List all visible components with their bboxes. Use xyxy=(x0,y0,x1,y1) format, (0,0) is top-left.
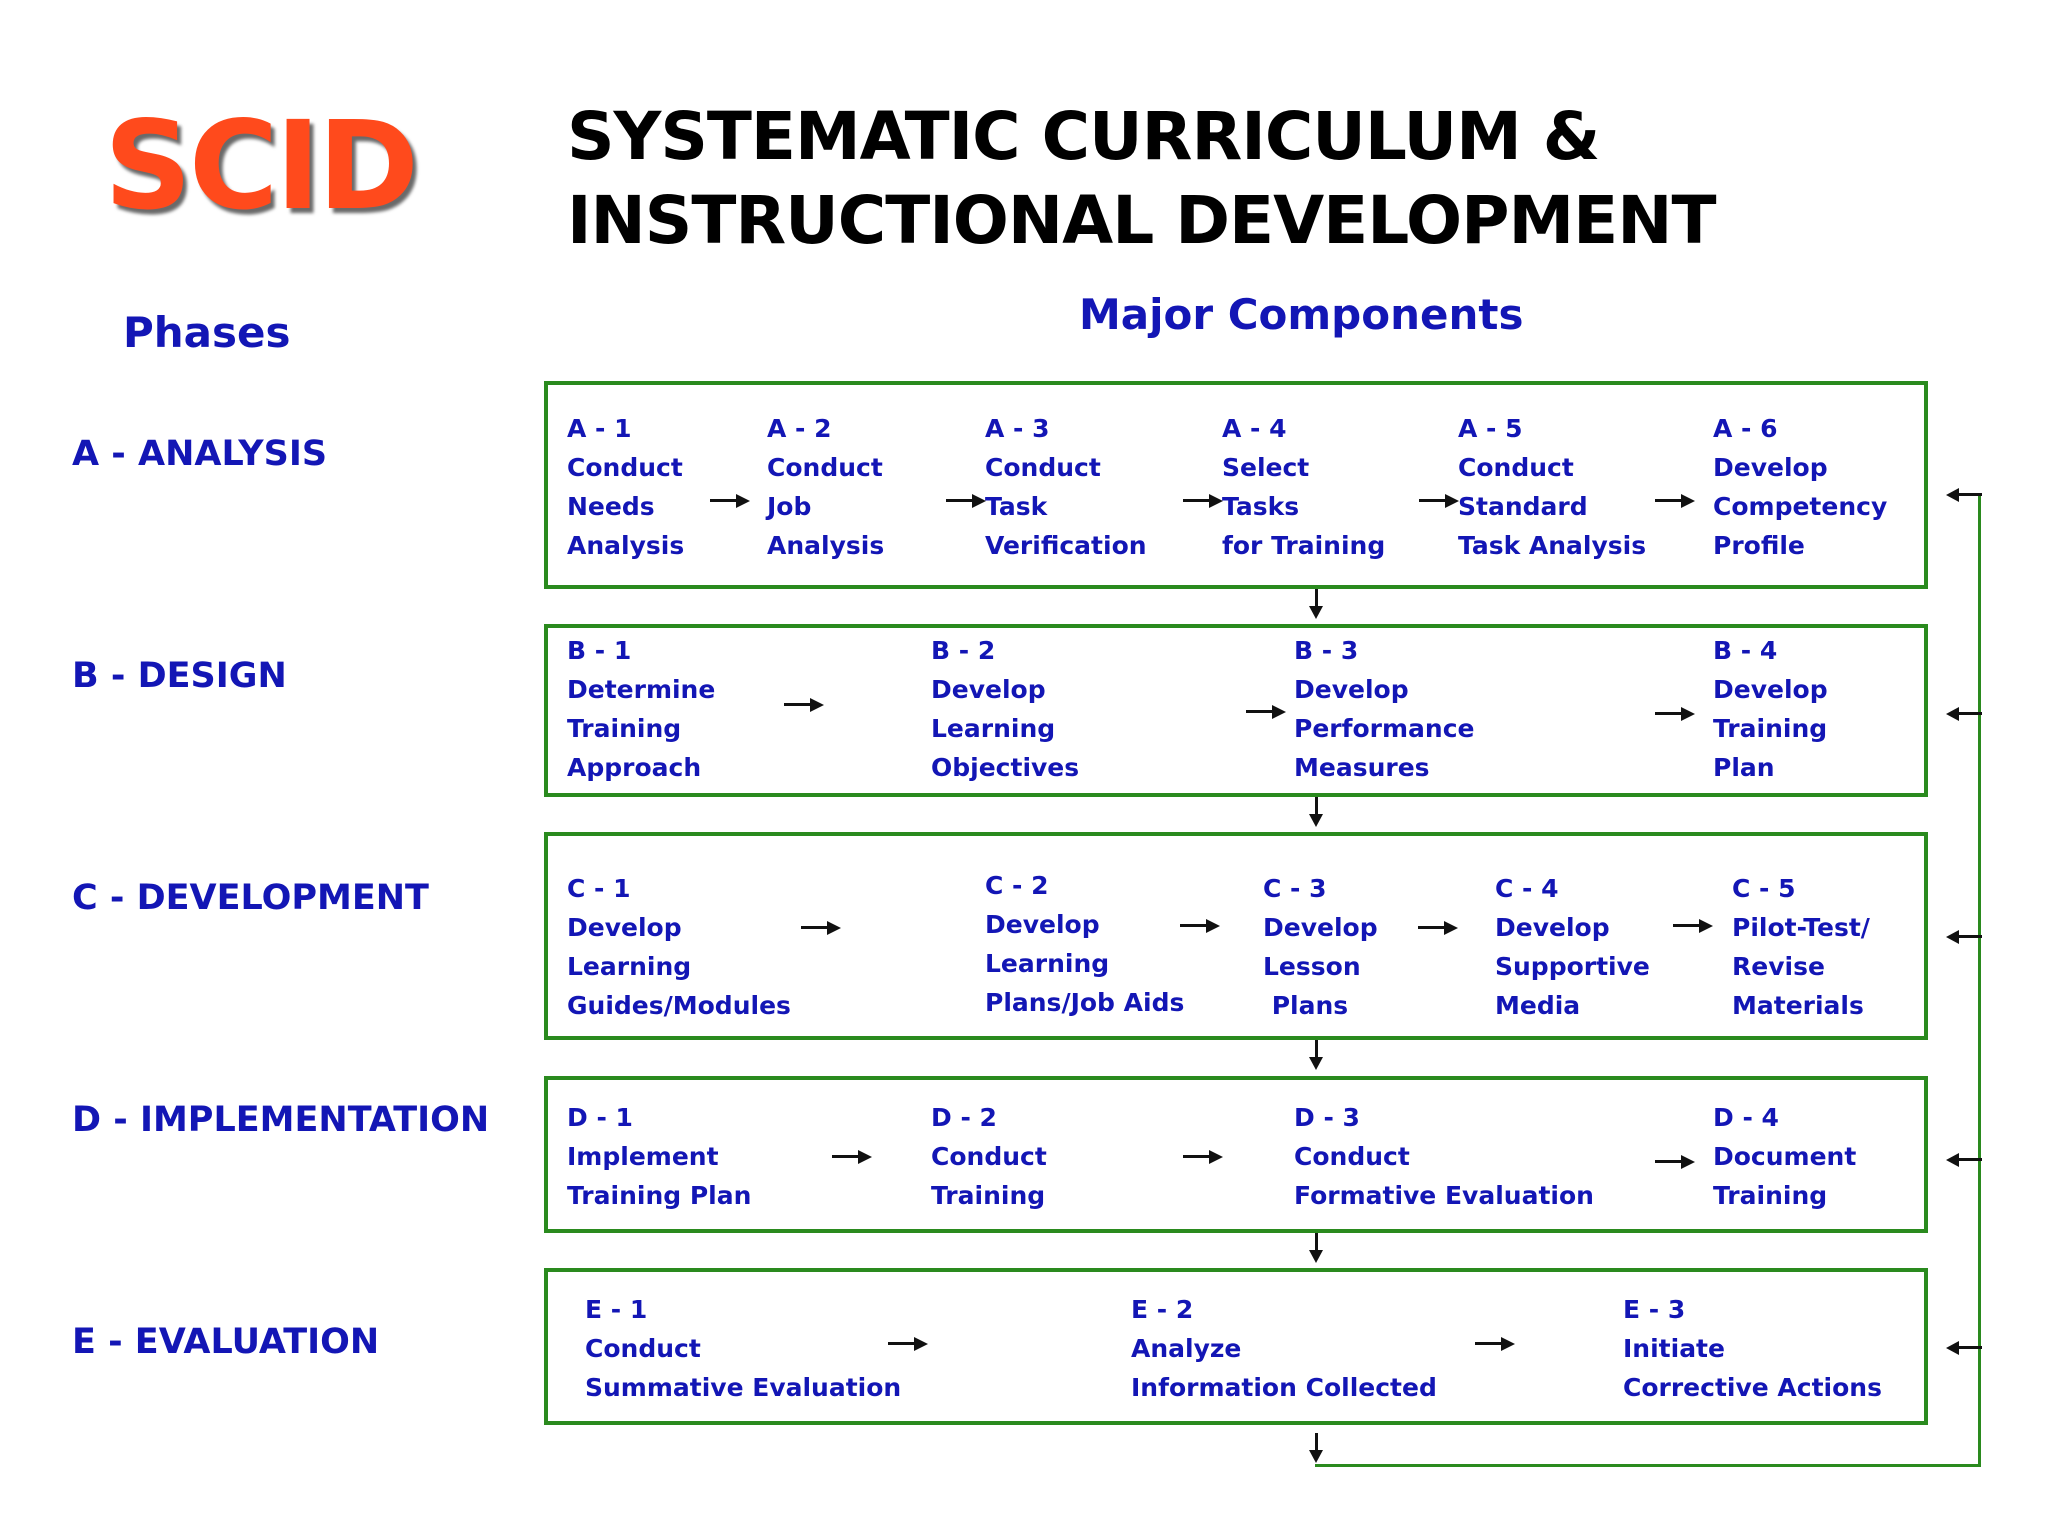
component-b2 xyxy=(931,631,1079,787)
phase-development: C - DEVELOPMENT xyxy=(72,878,429,918)
component-line: Conduct xyxy=(1458,453,1574,482)
component-e2 xyxy=(1131,1290,1437,1407)
component-line: for Training xyxy=(1222,531,1386,560)
component-line: Plans/Job Aids xyxy=(985,988,1185,1017)
component-a4 xyxy=(1222,409,1385,565)
component-code: A - 6 xyxy=(1713,414,1778,443)
component-line: Implement xyxy=(567,1142,719,1171)
component-line: Learning xyxy=(567,952,692,981)
component-line: Task xyxy=(985,492,1048,521)
feedback-arrow-icon xyxy=(1946,707,1982,721)
component-line: Conduct xyxy=(567,453,683,482)
phase-down-arrow-icon xyxy=(1309,1233,1323,1263)
component-line: Develop xyxy=(1713,675,1828,704)
feedback-arrow-icon xyxy=(1946,488,1982,502)
component-line: Develop xyxy=(1263,913,1378,942)
component-c2 xyxy=(985,866,1184,1022)
component-line: Select xyxy=(1222,453,1310,482)
component-line: Plans xyxy=(1263,991,1349,1020)
component-code: D - 2 xyxy=(931,1103,997,1132)
component-line: Develop xyxy=(1713,453,1828,482)
component-line: Training xyxy=(567,714,682,743)
component-line: Analysis xyxy=(767,531,885,560)
component-line: Revise xyxy=(1732,952,1825,981)
component-line: Media xyxy=(1495,991,1581,1020)
flow-arrow-icon xyxy=(801,921,841,935)
component-line: Guides/Modules xyxy=(567,991,791,1020)
flow-arrow-icon xyxy=(888,1337,928,1351)
component-line: Conduct xyxy=(985,453,1101,482)
feedback-arrow-icon xyxy=(1946,1341,1982,1355)
flow-arrow-icon xyxy=(1673,919,1713,933)
phase-design: B - DESIGN xyxy=(72,656,287,696)
component-line: Profile xyxy=(1713,531,1805,560)
scid-logo: SCID xyxy=(104,95,417,237)
component-line: Develop xyxy=(567,913,682,942)
feedback-arrow-icon xyxy=(1946,930,1982,944)
component-code: E - 2 xyxy=(1131,1295,1194,1324)
component-line: Supportive xyxy=(1495,952,1650,981)
component-line: Training Plan xyxy=(567,1181,752,1210)
component-code: C - 4 xyxy=(1495,874,1559,903)
feedback-arrow-icon xyxy=(1946,1153,1982,1167)
component-line: Conduct xyxy=(931,1142,1047,1171)
component-line: Analysis xyxy=(567,531,685,560)
component-code: A - 3 xyxy=(985,414,1050,443)
component-code: A - 2 xyxy=(767,414,832,443)
component-code: D - 3 xyxy=(1294,1103,1360,1132)
flow-arrow-icon xyxy=(1419,494,1459,508)
component-code: D - 1 xyxy=(567,1103,633,1132)
component-line: Task Analysis xyxy=(1458,531,1647,560)
feedback-loop-right-line xyxy=(1978,496,1981,1467)
component-e3 xyxy=(1623,1290,1882,1407)
component-line: Learning xyxy=(985,949,1110,978)
component-line: Pilot-Test/ xyxy=(1732,913,1870,942)
component-code: A - 1 xyxy=(567,414,632,443)
component-b1 xyxy=(567,631,715,787)
flow-arrow-icon xyxy=(1418,921,1458,935)
phase-down-arrow-icon xyxy=(1309,1433,1323,1463)
phase-analysis: A - ANALYSIS xyxy=(72,434,328,474)
component-line: Information Collected xyxy=(1131,1373,1437,1402)
component-code: A - 4 xyxy=(1222,414,1287,443)
component-a6 xyxy=(1713,409,1887,565)
flow-arrow-icon xyxy=(1655,1155,1695,1169)
flow-arrow-icon xyxy=(1183,1150,1223,1164)
flow-arrow-icon xyxy=(1655,494,1695,508)
flow-arrow-icon xyxy=(1475,1337,1515,1351)
page-title xyxy=(567,95,1715,263)
flow-arrow-icon xyxy=(1180,919,1220,933)
component-line: Verification xyxy=(985,531,1147,560)
component-line: Approach xyxy=(567,753,702,782)
component-c4 xyxy=(1495,869,1650,1025)
component-code: A - 5 xyxy=(1458,414,1523,443)
component-code: E - 3 xyxy=(1623,1295,1686,1324)
component-line: Develop xyxy=(1495,913,1610,942)
component-code: D - 4 xyxy=(1713,1103,1779,1132)
component-d2 xyxy=(931,1098,1047,1215)
flow-arrow-icon xyxy=(832,1150,872,1164)
component-line: Conduct xyxy=(767,453,883,482)
flow-arrow-icon xyxy=(1655,707,1695,721)
flow-arrow-icon xyxy=(1183,494,1223,508)
component-code: B - 4 xyxy=(1713,636,1778,665)
component-code: C - 2 xyxy=(985,871,1049,900)
component-line: Determine xyxy=(567,675,716,704)
component-line: Tasks xyxy=(1222,492,1300,521)
component-line: Formative Evaluation xyxy=(1294,1181,1594,1210)
feedback-loop-bottom-line xyxy=(1315,1464,1981,1467)
component-code: B - 3 xyxy=(1294,636,1359,665)
component-line: Document xyxy=(1713,1142,1857,1171)
component-code: C - 5 xyxy=(1732,874,1796,903)
component-line: Develop xyxy=(985,910,1100,939)
component-code: E - 1 xyxy=(585,1295,648,1324)
flow-arrow-icon xyxy=(1246,705,1286,719)
major-components-heading: Major Components xyxy=(1079,290,1524,339)
component-line: Conduct xyxy=(1294,1142,1410,1171)
component-line: Corrective Actions xyxy=(1623,1373,1882,1402)
title-line-1: SYSTEMATIC CURRICULUM & xyxy=(567,98,1600,175)
phase-down-arrow-icon xyxy=(1309,589,1323,619)
component-c1 xyxy=(567,869,791,1025)
component-code: B - 2 xyxy=(931,636,996,665)
component-d1 xyxy=(567,1098,751,1215)
component-a5 xyxy=(1458,409,1646,565)
phase-implementation: D - IMPLEMENTATION xyxy=(72,1100,490,1140)
component-line: Initiate xyxy=(1623,1334,1725,1363)
component-code: B - 1 xyxy=(567,636,632,665)
component-line: Measures xyxy=(1294,753,1430,782)
component-line: Training xyxy=(1713,1181,1828,1210)
component-b3 xyxy=(1294,631,1474,787)
component-line: Standard xyxy=(1458,492,1588,521)
flow-arrow-icon xyxy=(946,494,986,508)
component-line: Job xyxy=(767,492,812,521)
component-line: Training xyxy=(931,1181,1046,1210)
component-b4 xyxy=(1713,631,1828,787)
component-d4 xyxy=(1713,1098,1856,1215)
component-a2 xyxy=(767,409,884,565)
component-line: Needs xyxy=(567,492,655,521)
component-line: Training xyxy=(1713,714,1828,743)
component-line: Performance xyxy=(1294,714,1475,743)
component-line: Competency xyxy=(1713,492,1888,521)
component-line: Develop xyxy=(1294,675,1409,704)
phase-evaluation: E - EVALUATION xyxy=(72,1322,380,1362)
component-line: Conduct xyxy=(585,1334,701,1363)
component-code: C - 1 xyxy=(567,874,631,903)
phase-down-arrow-icon xyxy=(1309,1040,1323,1070)
component-code: C - 3 xyxy=(1263,874,1327,903)
component-c5 xyxy=(1732,869,1870,1025)
component-d3 xyxy=(1294,1098,1594,1215)
component-c3 xyxy=(1263,869,1378,1025)
component-a1 xyxy=(567,409,684,565)
component-line: Summative Evaluation xyxy=(585,1373,902,1402)
phase-down-arrow-icon xyxy=(1309,797,1323,827)
flow-arrow-icon xyxy=(784,698,824,712)
component-line: Materials xyxy=(1732,991,1864,1020)
phases-heading: Phases xyxy=(123,308,291,357)
component-line: Plan xyxy=(1713,753,1775,782)
component-a3 xyxy=(985,409,1147,565)
component-line: Develop xyxy=(931,675,1046,704)
component-line: Analyze xyxy=(1131,1334,1242,1363)
title-line-2: INSTRUCTIONAL DEVELOPMENT xyxy=(567,182,1716,259)
component-line: Learning xyxy=(931,714,1056,743)
component-line: Lesson xyxy=(1263,952,1361,981)
flow-arrow-icon xyxy=(710,494,750,508)
component-line: Objectives xyxy=(931,753,1080,782)
component-e1 xyxy=(585,1290,901,1407)
